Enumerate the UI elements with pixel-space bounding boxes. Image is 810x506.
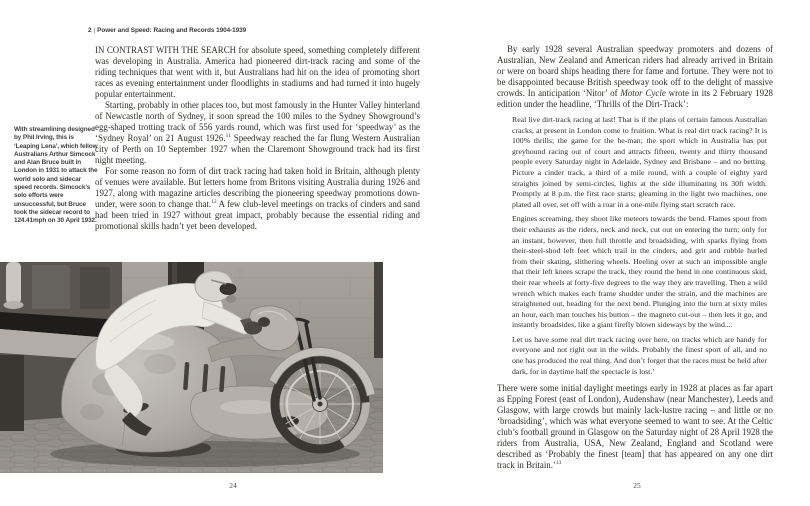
paragraph-intro [95,45,420,100]
page-number-right: 25 [633,481,641,490]
footnote-ref-13: 13 [555,460,562,467]
header-divider: | [93,27,96,34]
page-number-left: 24 [229,481,237,490]
paragraph-daylight-text: There were some initial daylight meetings early in 1928 at places as far apart as Epping Forest (east of London), Audenshaw (near Manchester), Leeds and Glasgow, with large crowds but mainly lack-lustre racing – and little or no ‘broadsiding’, which was what everyone seemed to want to see. At the Celtic club’s football ground in Glasgow on the Saturday night of 28 April 1928 the riders from Australia, USA, New Zealand, England and Scotland were described as ‘Probably the finest [team] that has appeared on any one dirt track in Britain.’ [497,383,773,471]
paragraph-starting [95,100,420,166]
quote-paragraph-3: Let us have some real dirt track racing over here, on tracks which are handy for everyone and not right out in the wilds. Probably the finest sport of all, and no one has produced the real thing. And don’t forget that the races must be held after dark, for in daytime half the spectacle is lost.’ [512,334,767,376]
rider-goggles [220,284,236,295]
chapter-title: Power and Speed: Racing and Records 1904-1939 [97,27,247,34]
motorcycle-photo [0,262,383,473]
magazine-title: Motor Cycle [620,88,666,98]
paragraph-daylight-meetings [497,383,773,471]
paragraph-starting-lead: Starting, probably in other places too, but most famously in the Hunter Valley hinterland of Newcastle north of Sydney, it soon spread the 100 miles to the Sydney Showground’s egg-shaped trotting track of 556 yards round, which was first used for ‘speedway’ as the ‘Sydney Royal’ on 21 August 1926. [95,100,420,143]
quote-paragraph-1: Real live dirt-track racing at last! That is if the plans of certain famous Australian cracks, at present in London come to fruition. What is real dirt track racing? It is 100% thrills; the game for the he-man; the sport which in Australia has put greyhound racing out of court and attracts fifteen, twenty and thirty thousand people every Saturday night in Adelaide, Sydney and Brisbane – and no betting. Picture a cinder track, a third of a mile round, with a couple of eighty yard straights joined by semi-circles, lights at the side illuminating its 30ft width. Promptly at 8 p.m. the first race starts; gleaming in the light two machines, one plated all over, set off with a roar in a one-mile flying start scratch race. [512,115,767,209]
photo-caption: With streamlining designed by Phil Irving, this is ‘Leaping Lena’, which fellow Australians Arthur Simcock and Alan Bruce built in London in 1931 to attack the world solo and sidecar speed records. Simcock’s solo efforts were unsuccessful, but Bruce took the sidecar record to 124.41mph on 30 April 1932. [14,126,98,225]
footnote-ref-11: 11 [225,133,231,140]
paragraph-britain-tail: A few club-level meetings on tracks of cinders and sand had been tried in 1927 without great impact, probably because the essential riding and promotional skills hadn’t yet been developed. [95,199,420,231]
body-text-left [95,45,420,232]
quote-paragraph-2: Engines screaming, they shoot like meteors towards the bend. Flames spout from their exhausts as the riders, neck and neck, cut out on entering the turn; only for an instant, however, then full throttle and broadsiding, with sparks flying from their-steel-shod left feet which trail in the cinders, and grit and rubble hurled from their skating, slithering wheels. Heeling over at such an impossible angle that their left knees scrape the track, they round the bend in one continuous skid, their rear wheels at forty-five degrees to the way they are travelling. Then a wild wrench which makes each frame shudder under the strain, and the machines are straightened out, heading for the next bend. Plunging into the turn at sixty miles an hour, each man touches his button – the magneto cut-out – then lets it go, and instantly broadsides, like a giant firefly blown sideways by the wind.... [512,214,767,330]
paragraph-britain [95,166,420,232]
paragraph-starting-tail: Speedway reached the far flung Western Australian city of Perth on 10 September 1927 when the Claremont Showground track had its first night meeting. [95,133,420,165]
paragraph-intro-text: IN CONTRAST WITH THE SEARCH for absolute speed, something completely different was developing in Australia. America had pioneered dirt-track racing and some of the riding techniques that went with it, but Australians had hit on the idea of promoting short races as evening entertainment under floodlights in stadiums and had turned it into hugely popular entertainment. [95,45,420,99]
paragraph-starting-text [95,100,420,166]
paragraph-1928-lead: By early 1928 several Australian speedway promoters and dozens of Australian, New Zealand and American riders had already arrived in Britain or were on board ships heading there for fame and fortune. They were not to be disappointed because British speedway took off to the delight of massive crowds. In anticipation ‘Nitor’ of [497,44,773,98]
footnote-ref-12: 12 [211,199,217,206]
chapter-number: 2 [88,27,92,34]
paragraph-britain-lead: For some reason no form of dirt track racing had taken hold in Britain, although plenty of venues were available. But letters home from Britons visiting Australia during 1926 and 1927, along with magazine articles describing the pioneering speedway promotions down-under, were soon to change that. [95,166,420,209]
body-text-right [497,44,773,471]
paragraph-1928 [497,44,773,110]
paragraph-1928-tail: wrote in its 2 February 1928 edition under the headline, ‘Thrills of the Dirt-Track’: [497,88,773,109]
paragraph-1928-text [497,44,773,110]
running-header [88,27,246,34]
paragraph-britain-text [95,166,420,232]
